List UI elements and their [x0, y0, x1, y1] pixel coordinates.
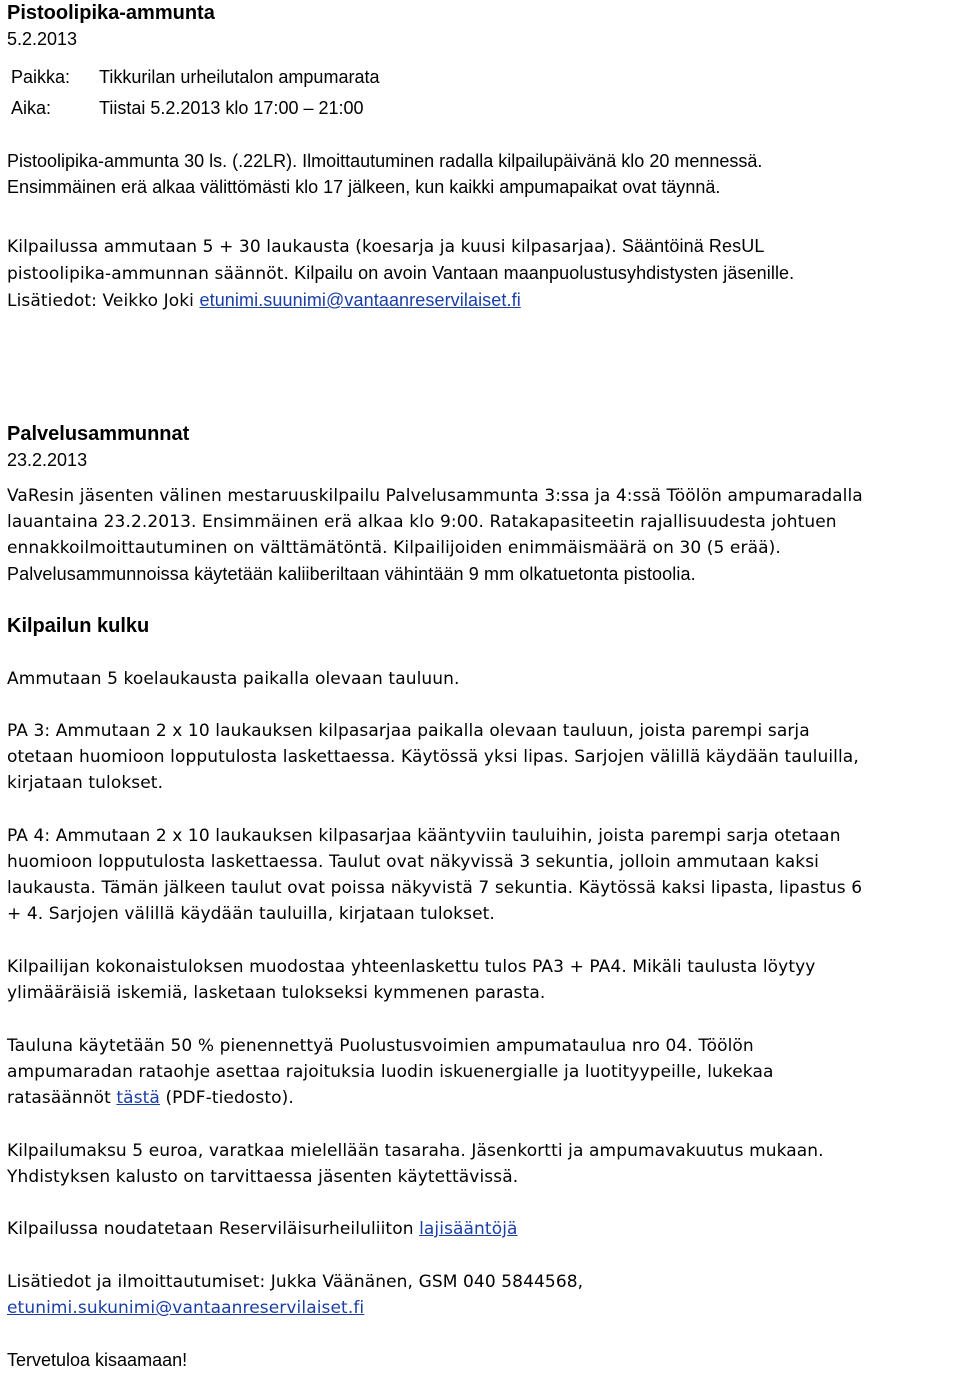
paragraph-varesin — [7, 483, 863, 587]
ratasaannot-link[interactable]: tästä — [116, 1088, 160, 1108]
text-line — [7, 233, 794, 260]
text-line: ennakkoilmoittautuminen on välttämätöntä. Kilpailijoiden enimmäismäärä on 30 (5 erää). — [7, 538, 781, 558]
text-line: Ensimmäinen erä alkaa välittömästi klo 17 jälkeen, kun kaikki ampumapaikat ovat täynnä. — [7, 177, 721, 197]
text-segment: Kilpailussa ammutaan 5 + 30 laukausta (koesarja ja kuusi kilpasarjaa). — [7, 237, 617, 257]
text-line — [7, 260, 794, 287]
text-segment: Kilpailussa noudatetaan Reserviläisurheiluliiton — [7, 1219, 420, 1239]
email-link-veikko[interactable]: etunimi.suunimi@vantaanreservilaiset.fi — [199, 290, 521, 310]
paragraph-tauluna — [7, 1033, 773, 1111]
text-line — [7, 1216, 518, 1242]
text-line: + 4. Sarjojen välillä käydään tauluilla, kirjataan tulokset. — [7, 904, 495, 924]
place-label: Paikka: — [11, 67, 71, 87]
text-line: Kilpailijan kokonaistuloksen muodostaa yhteenlaskettu tulos PA3 + PA4. Mikäli taulusta löytyy — [7, 957, 816, 977]
paragraph-kokonaistulos — [7, 954, 815, 1006]
section-date-pistoolipika: 5.2.2013 — [7, 29, 78, 49]
time-label: Aika: — [11, 98, 52, 118]
text-segment: pistoolipika-ammunnan säännöt. — [7, 264, 290, 284]
text-line: lauantaina 23.2.2013. Ensimmäinen erä alkaa klo 9:00. Ratakapasiteetin rajallisuudesta johtuen — [7, 512, 837, 532]
paragraph-lajisaannot — [7, 1216, 518, 1242]
text-line: Kilpailumaksu 5 euroa, varatkaa mielellään tasaraha. Jäsenkortti ja ampumavakuutus mukaan. — [7, 1141, 824, 1161]
section-title-palvelusammunnat: Palvelusammunnat — [7, 423, 190, 445]
text-line: huomioon lopputulosta laskettaessa. Taulut ovat näkyvissä 3 sekuntia, jolloin ammutaan kaksi — [7, 852, 820, 872]
text-segment: Sääntöinä ResUL — [616, 236, 765, 256]
paragraph-koelaukaus: Ammutaan 5 koelaukausta paikalla olevaan tauluun. — [7, 669, 460, 689]
paragraph-pa3 — [7, 718, 859, 796]
section-title-pistoolipika: Pistoolipika-ammunta — [7, 2, 215, 24]
text-line: Lisätiedot ja ilmoittautumiset: Jukka Väänänen, GSM 040 5844568, — [7, 1272, 584, 1292]
text-line — [7, 287, 794, 314]
time-value: Tiistai 5.2.2013 klo 17:00 – 21:00 — [99, 98, 364, 118]
text-line: otetaan huomioon lopputulosta laskettaessa. Käytössä yksi lipas. Sarjojen välillä käydään tauluilla, — [7, 747, 859, 767]
text-line: ampumaradan rataohje asettaa rajoituksia luodin iskuenergialle ja luotityypeille, lukekaa — [7, 1062, 774, 1082]
section-date-palvelusammunnat: 23.2.2013 — [7, 450, 88, 470]
text-line: PA 4: Ammutaan 2 x 10 laukauksen kilpasarjaa kääntyviin tauluihin, joista parempi sarja otetaan — [7, 826, 841, 846]
text-segment: Kilpailu on avoin Vantaan maanpuolustusyhdistysten jäsenille. — [289, 263, 795, 283]
lajisaannot-link[interactable]: lajisääntöjä — [419, 1219, 518, 1239]
text-line: Palvelusammunnoissa käytetään kaliiberiltaan vähintään 9 mm olkatuetonta pistoolia. — [7, 564, 696, 584]
email-link-jukka[interactable]: etunimi.sukunimi@vantaanreservilaiset.fi — [7, 1298, 365, 1318]
paragraph-pa4 — [7, 823, 862, 927]
text-line: PA 3: Ammutaan 2 x 10 laukauksen kilpasarjaa paikalla olevaan tauluun, joista parempi sarja — [7, 721, 810, 741]
text-line: laukausta. Tämän jälkeen taulut ovat poissa näkyvistä 7 sekuntia. Käytössä kaksi lipasta, lipastus 6 — [7, 878, 863, 898]
closing-greeting: Tervetuloa kisaamaan! — [7, 1350, 188, 1370]
text-segment: Lisätiedot: Veikko Joki — [7, 291, 200, 311]
text-line: Pistoolipika-ammunta 30 ls. (.22LR). Ilmoittautuminen radalla kilpailupäivänä klo 20 mennessä. — [7, 151, 763, 171]
text-line: ylimääräisiä iskemiä, lasketaan tulokseksi kymmenen parasta. — [7, 983, 546, 1003]
paragraph-registration — [7, 148, 762, 200]
text-segment: ratasäännöt — [7, 1088, 117, 1108]
paragraph-rules — [7, 233, 794, 314]
paragraph-kilpailumaksu — [7, 1138, 824, 1190]
text-line: VaResin jäsenten välinen mestaruuskilpailu Palvelusammunta 3:ssa ja 4:ssä Töölön ampumaradalla — [7, 486, 863, 506]
paragraph-lisatiedot — [7, 1269, 583, 1321]
text-line: Tauluna käytetään 50 % pienennettyä Puolustusvoimien ampumataulua nro 04. Töölön — [7, 1036, 754, 1056]
section-title-kilpailun-kulku: Kilpailun kulku — [7, 615, 150, 637]
place-value: Tikkurilan urheilutalon ampumarata — [99, 67, 380, 87]
text-line: Yhdistyksen kalusto on tarvittaessa jäsenten käytettävissä. — [7, 1167, 519, 1187]
text-segment: (PDF-tiedosto). — [159, 1088, 294, 1108]
text-line — [7, 1085, 773, 1111]
text-line — [7, 1295, 583, 1321]
text-line: kirjataan tulokset. — [7, 773, 164, 793]
